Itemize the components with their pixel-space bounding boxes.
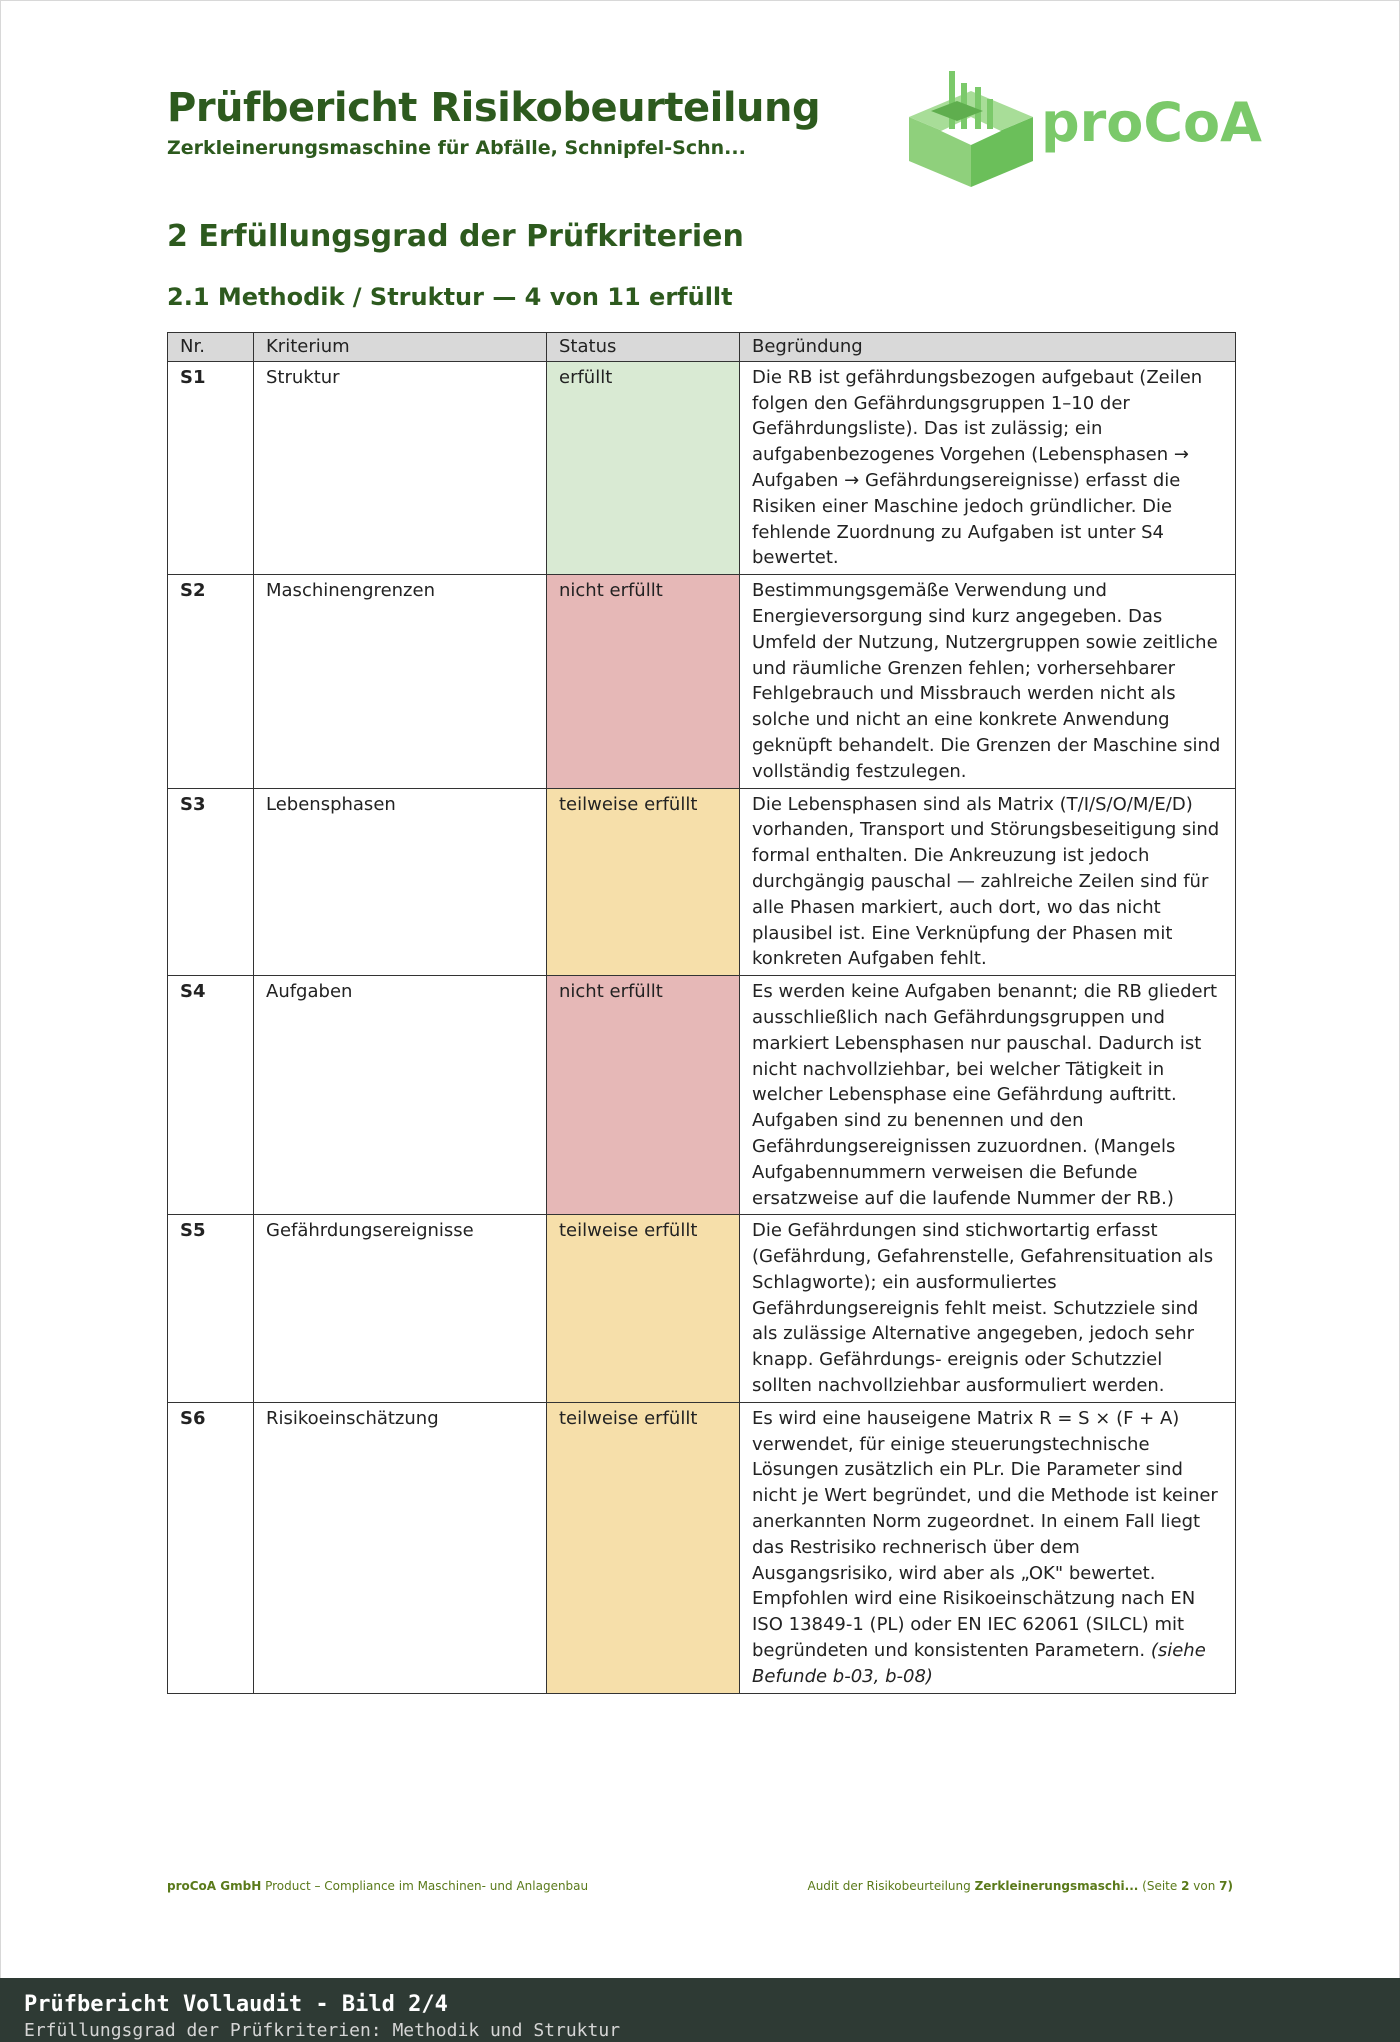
row-nr: S3 xyxy=(168,788,254,976)
befunde-reference: (siehe Befunde b-03, b-08) xyxy=(752,1640,1206,1687)
footer-page-prefix: (Seite xyxy=(1142,1879,1178,1893)
column-header-nr: Nr. xyxy=(168,333,254,362)
footer-page-total: 7) xyxy=(1219,1879,1233,1893)
box-with-graduation-cap-logo-icon xyxy=(901,65,1041,191)
footer-company xyxy=(167,1879,588,1893)
row-begruendung: Die Lebensphasen sind als Matrix (T/I/S/O/M/E/D) vorhanden, Transport und Störungsbeseitigung sind formal enthalten. Die Ankreuzung ist jedoch durchgängig pauschal — zahlreiche Zeilen sind für alle Phasen markiert, auch dort, wo das nicht plausibel ist. Eine Verknüpfung der Phasen mit konkreten Aufgaben fehlt. xyxy=(740,788,1236,976)
row-status: nicht erfüllt xyxy=(547,976,740,1215)
footer-company-name: proCoA GmbH xyxy=(167,1879,262,1893)
table-row xyxy=(168,976,1236,1215)
row-status: nicht erfüllt xyxy=(547,575,740,788)
row-begruendung: Die Gefährdungen sind stichwortartig erfasst (Gefährdung, Gefahrenstelle, Gefahrensituation als Schlagworte); ein ausformuliertes Gefährdungsereignis fehlt meist. Schutzziele sind als zulässige Alternative angegeben, jedoch sehr knapp. Gefährdungs- ereignis oder Schutzziel sollten nachvollziehbar ausformuliert werden. xyxy=(740,1215,1236,1403)
column-header-status: Status xyxy=(547,333,740,362)
table-row xyxy=(168,1215,1236,1403)
row-nr: S5 xyxy=(168,1215,254,1403)
row-kriterium: Risikoeinschätzung xyxy=(254,1402,547,1693)
row-begruendung xyxy=(740,1402,1236,1693)
table-header-row xyxy=(168,333,1236,362)
row-nr: S4 xyxy=(168,976,254,1215)
logo-text: proCoA xyxy=(1041,91,1262,154)
row-kriterium: Aufgaben xyxy=(254,976,547,1215)
column-header-kriterium: Kriterium xyxy=(254,333,547,362)
row-kriterium: Lebensphasen xyxy=(254,788,547,976)
caption-subtitle: Erfüllungsgrad der Prüfkriterien: Methodik und Struktur xyxy=(24,2020,621,2041)
table-row xyxy=(168,575,1236,788)
row-status: teilweise erfüllt xyxy=(547,1215,740,1403)
row-begruendung: Bestimmungsgemäße Verwendung und Energieversorgung sind kurz angegeben. Das Umfeld der Nutzung, Nutzergruppen sowie zeitliche und räumliche Grenzen fehlen; vorhersehbarer Fehlgebrauch und Missbrauch werden nicht als solche und nicht an eine konkrete Anwendung geknüpft behandelt. Die Grenzen der Maschine sind vollständig festzulegen. xyxy=(740,575,1236,788)
row-status: erfüllt xyxy=(547,361,740,574)
row-nr: S2 xyxy=(168,575,254,788)
subsection-heading: 2.1 Methodik / Struktur — 4 von 11 erfüllt xyxy=(167,283,733,311)
row-kriterium: Struktur xyxy=(254,361,547,574)
footer-tagline: Product – Compliance im Maschinen- und Anlagenbau xyxy=(265,1879,589,1893)
footer-audit-prefix: Audit der Risikobeurteilung xyxy=(807,1879,971,1893)
document-title: Prüfbericht Risikobeurteilung xyxy=(167,85,821,131)
row-status: teilweise erfüllt xyxy=(547,788,740,976)
footer-page-info xyxy=(807,1879,1233,1893)
table-row xyxy=(168,1402,1236,1693)
column-header-begruendung: Begründung xyxy=(740,333,1236,362)
procoa-logo xyxy=(901,65,1262,191)
table-row xyxy=(168,788,1236,976)
row-nr: S6 xyxy=(168,1402,254,1693)
row-begruendung: Die RB ist gefährdungsbezogen aufgebaut (Zeilen folgen den Gefährdungsgruppen 1–10 der Gefährdungsliste). Das ist zulässig; ein aufgabenbezogenes Vorgehen (Lebensphasen → Aufgaben → Gefährdungsereignisse) erfasst die Risiken einer Maschine jedoch gründlicher. Die fehlende Zuordnung zu Aufgaben ist unter S4 bewertet. xyxy=(740,361,1236,574)
row-nr: S1 xyxy=(168,361,254,574)
row-begruendung: Es werden keine Aufgaben benannt; die RB gliedert ausschließlich nach Gefährdungsgruppen und markiert Lebensphasen nur pauschal. Dadurch ist nicht nachvollziehbar, bei welcher Tätigkeit in welcher Lebensphase eine Gefährdung auftritt. Aufgaben sind zu benennen und den Gefährdungsereignissen zuzuordnen. (Mangels Aufgabennummern verweisen die Befunde ersatzweise auf die laufende Nummer der RB.) xyxy=(740,976,1236,1215)
row-status: teilweise erfüllt xyxy=(547,1402,740,1693)
image-caption-bar xyxy=(0,1978,1400,2042)
criteria-table xyxy=(167,332,1236,1694)
begruendung-text: Es wird eine hauseigene Matrix R = S × (F + A) verwendet, für einige steuerungstechnische Lösungen zusätzlich ein PLr. Die Parameter sind nicht je Wert begründet, und die Methode ist keiner anerkannten Norm zugeordnet. In einem Fall liegt das Restrisiko rechnerisch über dem Ausgangsrisiko, wird aber als „OK" bewertet. Empfohlen wird eine Risikoeinschätzung nach EN ISO 13849-1 (PL) oder EN IEC 62061 (SILCL) mit begründeten und konsistenten Parametern. xyxy=(752,1407,1218,1662)
footer-page-sep: von xyxy=(1193,1879,1216,1893)
table-row xyxy=(168,361,1236,574)
footer-page-current: 2 xyxy=(1181,1879,1190,1893)
row-kriterium: Maschinengrenzen xyxy=(254,575,547,788)
document-subtitle: Zerkleinerungsmaschine für Abfälle, Schnipfel-Schn... xyxy=(167,137,746,159)
footer-audit-subject: Zerkleinerungsmaschi... xyxy=(974,1879,1139,1893)
section-heading: 2 Erfüllungsgrad der Prüfkriterien xyxy=(167,219,744,254)
row-kriterium: Gefährdungsereignisse xyxy=(254,1215,547,1403)
caption-title: Prüfbericht Vollaudit - Bild 2/4 xyxy=(24,1992,448,2017)
